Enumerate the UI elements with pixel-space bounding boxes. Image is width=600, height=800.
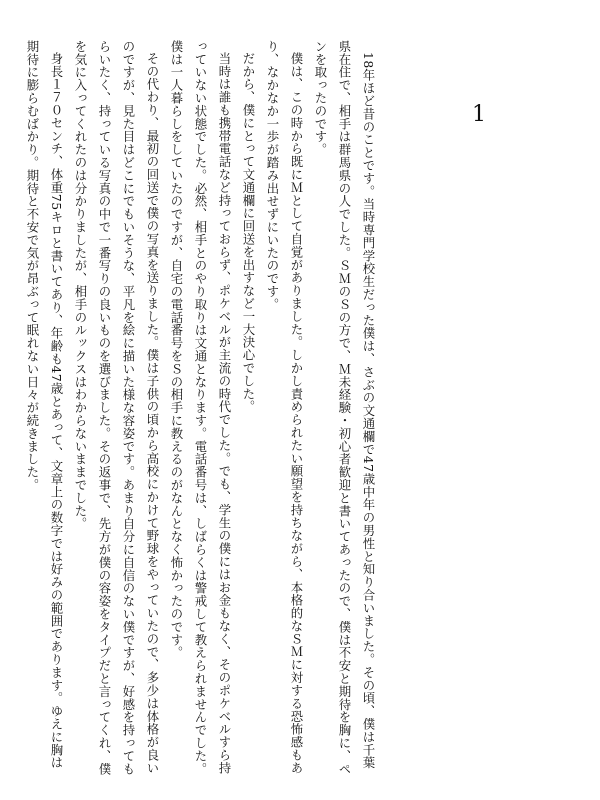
page-number: 1 [472, 102, 486, 127]
paragraph: 僕は、この時から既にＭとして自覚がありました。しかし責められたい願望を持ちながら、本格的なＳＭに対する恐怖感もあり、なかなか一歩が踏み出せずにいたのです。 [265, 40, 304, 775]
paragraph: その代わり、最初の回送で僕の写真を送りました。僕は子供の頃から高校にかけて野球をやっていたので、多少は体格が良いのですが、見た目はどこにでもいそうな、平凡を絵に描いた様な容姿です。あまり自分に自信のない僕ですが、好感を持ってもらいたく、持っている写真の中で一番写りの良いものを選びました。その返事で、先方が僕の容姿をタイプだと言ってくれ、僕を気に入ってくれたのは分かりましたが、相手のルックスはわからないままでした。 [73, 40, 160, 776]
paragraph: 当時は誰も携帯電話など持っておらず、ポケベルが主流の時代でした。でも、学生の僕にはお金もなく、そのポケベルすら持っていない状態でした。必然、相手とのやり取りは文通となります。電話番号は、しばらくは警戒して教えられませんでした。僕は一人暮らしをしていたのですが、自宅の電話番号をＳの相手に教えるのがなんとなく怖かったのです。 [169, 40, 232, 776]
paragraph: だから、僕にとって文通欄に回送を出すなど一大決心でした。 [241, 52, 256, 414]
paragraph: 18年ほど昔のことです。当時専門学校生だった僕は、さぶの文通欄で47歳中年の男性と知り合いました。その頃、僕は千葉県在住で、相手は群馬県の人でした。ＳＭのＳの方で、Ｍ未経験・初心者歓迎と書いてあったので、僕は不安と期待を胸に、ペンを取ったのです。 [313, 40, 376, 776]
body-text [20, 40, 380, 780]
paragraph: 身長１７０センチ、体重75キロと書いてあり、年齢も47歳とあって、文章上の数字では好みの範囲であります。ゆえに胸は期待に膨らむばかり。期待と不安で気が昂ぶって眠れない日々が続きました。 [25, 40, 64, 770]
